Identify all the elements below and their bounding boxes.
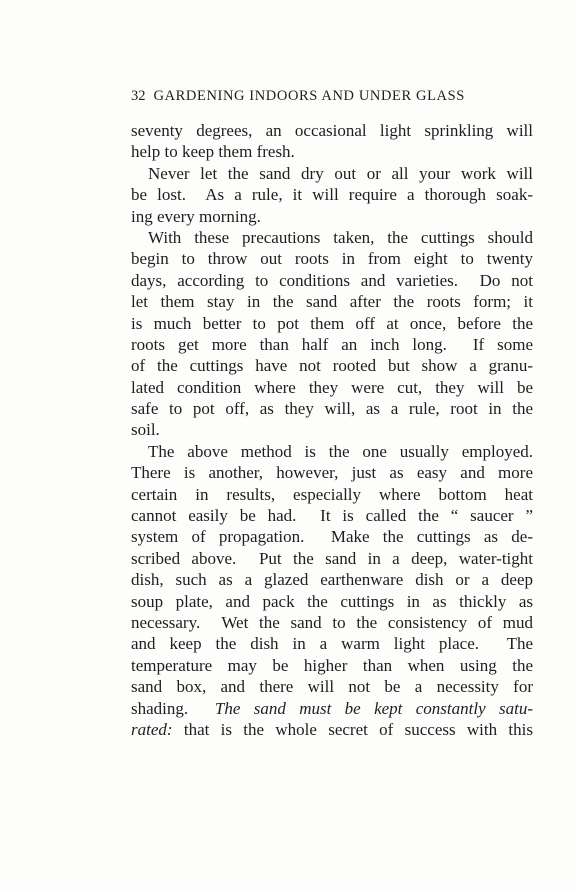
line-text: safe to pot off, as they will, as a rule, root in the <box>131 399 533 419</box>
text-line <box>131 419 533 440</box>
text-line <box>131 291 533 312</box>
line-text: temperature may be higher than when using the <box>131 655 533 675</box>
text-line <box>131 698 533 719</box>
text-line <box>131 441 533 462</box>
line-text: necessary. Wet the sand to the consistency of mud <box>131 612 533 632</box>
text-line <box>131 633 533 654</box>
text-line <box>131 612 533 633</box>
text-line <box>131 355 533 376</box>
text-line <box>131 248 533 269</box>
line-text: soil. <box>131 420 160 440</box>
line-text: is much better to pot them off at once, before the <box>131 313 533 333</box>
running-head <box>131 88 531 105</box>
line-text: certain in results, especially where bottom heat <box>131 484 533 504</box>
line-text: With these precautions taken, the cuttings should <box>148 227 533 247</box>
line-text: help to keep them fresh. <box>131 142 295 162</box>
line-text: scribed above. Put the sand in a deep, water-tight <box>131 548 533 568</box>
line-text: cannot easily be had. It is called the “ saucer ” <box>131 506 533 526</box>
text-line <box>131 655 533 676</box>
text-line <box>131 462 533 483</box>
line-text: let them stay in the sand after the roots form; it <box>131 292 533 312</box>
text-line <box>131 206 533 227</box>
line-text: days, according to conditions and varieties. Do not <box>131 270 533 290</box>
text-line <box>131 676 533 697</box>
text-line <box>131 270 533 291</box>
text-line <box>131 163 533 184</box>
line-text: soup plate, and pack the cuttings in as thickly as <box>131 591 533 611</box>
page-number: 32 <box>131 88 146 104</box>
line-text: The above method is the one usually employed. <box>148 441 533 461</box>
text-line <box>131 141 533 162</box>
line-text: roots get more than half an inch long. If some <box>131 334 533 354</box>
line-text: Never let the sand dry out or all your work will <box>148 163 533 183</box>
italic-text: The sand must be kept constantly satu- <box>214 698 533 718</box>
line-text: be lost. As a rule, it will require a thorough soak- <box>131 185 533 205</box>
text-line <box>131 591 533 612</box>
line-text: There is another, however, just as easy and more <box>131 463 533 483</box>
text-line <box>131 484 533 505</box>
text-line <box>131 377 533 398</box>
italic-text: rated: <box>131 719 173 739</box>
text-line <box>131 334 533 355</box>
line-text: sand box, and there will not be a necessity for <box>131 677 533 697</box>
line-text-after: that is the whole secret of success with this <box>172 719 533 739</box>
text-line <box>131 184 533 205</box>
text-line <box>131 526 533 547</box>
running-title: GARDENING INDOORS AND UNDER GLASS <box>153 88 465 104</box>
line-text: system of propagation. Make the cuttings as de- <box>131 527 533 547</box>
text-line <box>131 569 533 590</box>
line-text: of the cuttings have not rooted but show a granu- <box>131 356 533 376</box>
text-line <box>131 548 533 569</box>
line-text: and keep the dish in a warm light place. The <box>131 634 533 654</box>
text-line <box>131 505 533 526</box>
text-line <box>131 313 533 334</box>
line-text: lated condition where they were cut, they will be <box>131 377 533 397</box>
line-text: begin to throw out roots in from eight to twenty <box>131 249 533 269</box>
line-text: seventy degrees, an occasional light sprinkling will <box>131 121 533 140</box>
text-line <box>131 120 533 141</box>
text-line <box>131 227 533 248</box>
line-text: shading. <box>131 698 215 718</box>
body-text <box>131 120 533 740</box>
line-text: dish, such as a glazed earthenware dish or a deep <box>131 570 533 590</box>
text-line <box>131 719 533 740</box>
line-text: ing every morning. <box>131 206 261 226</box>
text-line <box>131 398 533 419</box>
